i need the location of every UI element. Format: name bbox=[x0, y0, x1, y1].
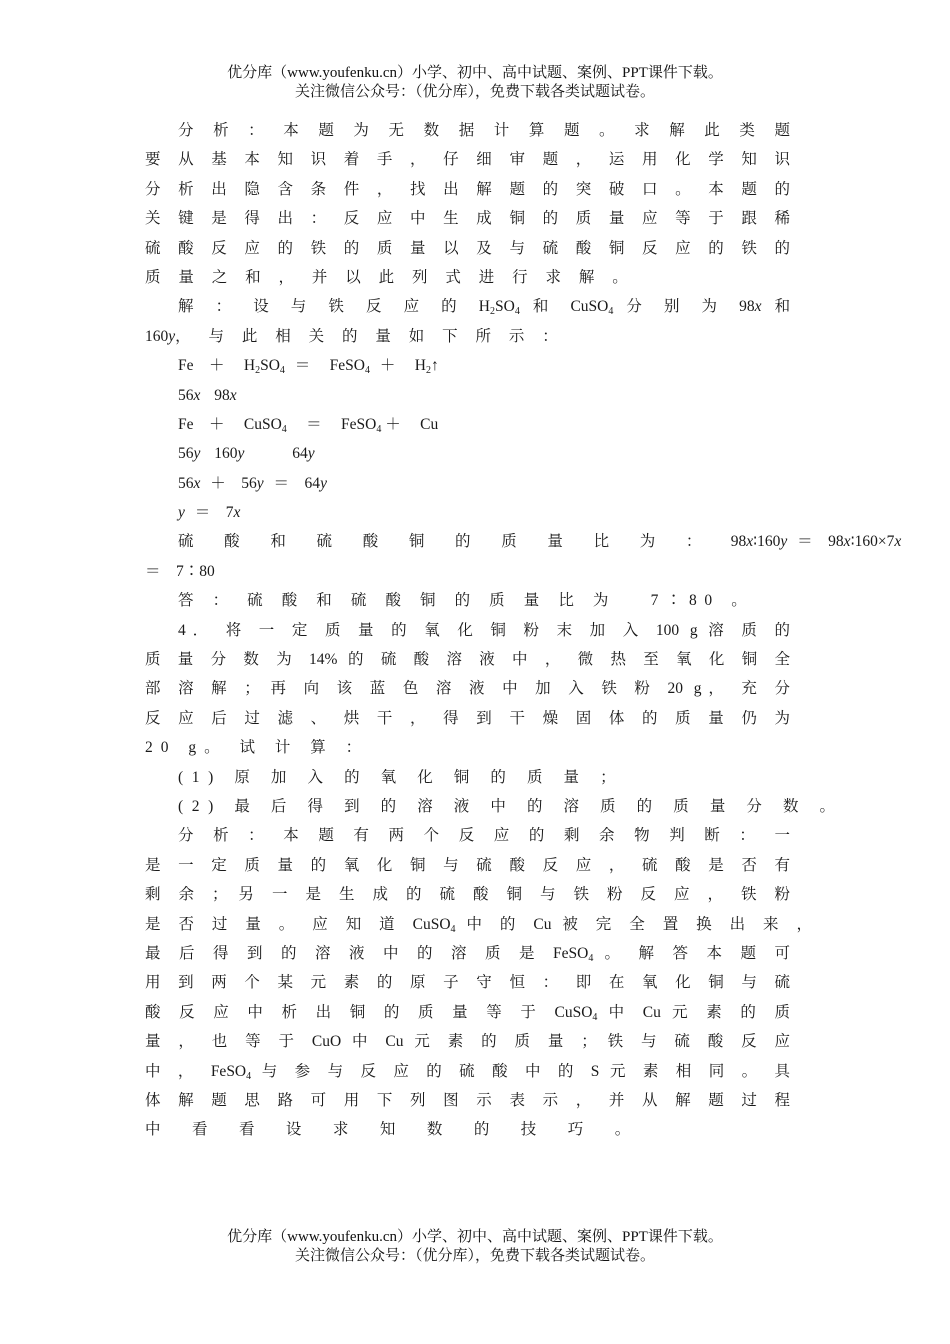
question-4-line-4: 反 应 后 过 滤 、 烘 干 ， 得 到 干 燥 固 体 的 质 量 仍 为 bbox=[145, 709, 790, 727]
equation-1: Fe ＋ $H_2SO_4$ ＝ FeSO$_4$ ＋ $H_2↑$ bbox=[178, 357, 439, 377]
footer-line-2: 关注微信公众号：（优分库），免费下载各类试题试卷。 bbox=[294, 1248, 655, 1264]
q4-analysis-line-9: 中 ， FeSO$_4$ 与 参 与 反 应 的 硫 酸 中 的 S 元 素 相 同 。 具 bbox=[145, 1062, 791, 1082]
equation-2-masses: 56y 160y 64y bbox=[178, 445, 315, 463]
q4-analysis-line-8: 量 ， 也 等 于 CuO 中 Cu 元 素 的 质 量 ； 铁 与 硫 酸 反 应 bbox=[145, 1033, 790, 1051]
ratio-line-1: 硫 酸 和 硫 酸 铜 的 质 量 比 为 ： 98x∶160y ＝ 98x∶160×7x bbox=[178, 533, 902, 551]
q4-analysis-line-4: 是 否 过 量 。 应 知 道 CuSO$_4$ 中 的 Cu 被 完 全 置 换 出 来 ， bbox=[145, 915, 813, 935]
ratio-line-2: ＝ 7∶80 bbox=[145, 562, 215, 580]
header-line-2: 关注微信公众号：（优分库），免费下载各类试题试卷。 bbox=[294, 84, 655, 100]
equation-2: Fe ＋ CuSO$_4$ ＝ FeSO$_4$ ＋ Cu bbox=[178, 415, 439, 435]
equation-1-masses: 56x 98x bbox=[178, 386, 237, 404]
page-header bbox=[0, 64, 950, 102]
q4-analysis-line-5: 最 后 得 到 的 溶 液 中 的 溶 质 是 FeSO$_4$ 。 解 答 本 题 可 bbox=[145, 944, 790, 964]
equation-sum: 56x ＋ 56y ＝ 64y bbox=[178, 474, 327, 492]
document-body bbox=[145, 116, 902, 1145]
question-4-part-1: (1) 原 加 入 的 氧 化 铜 的 质 量 ； bbox=[178, 768, 625, 786]
question-4-line-1: 4． 将 一 定 质 量 的 氧 化 铜 粉 末 加 入 100 g 溶 质 的 bbox=[178, 621, 790, 639]
analysis-line-1: 分 析 ： 本 题 为 无 数 据 计 算 题 。 求 解 此 类 题 bbox=[178, 122, 790, 139]
analysis-line-4: 关 键 是 得 出 ： 反 应 中 生 成 铜 的 质 量 应 等 于 跟 稀 bbox=[145, 210, 790, 228]
answer-line: 答 ： 硫 酸 和 硫 酸 铜 的 质 量 比 为 7∶80 。 bbox=[178, 592, 755, 610]
question-4-line-2: 质 量 分 数 为 14% 的 硫 酸 溶 液 中 ， 微 热 至 氧 化 铜 全 bbox=[145, 651, 790, 669]
q4-analysis-line-3: 剩 余 ； 另 一 是 生 成 的 硫 酸 铜 与 铁 粉 反 应 ， 铁 粉 bbox=[145, 886, 790, 904]
q4-analysis-line-2: 是 一 定 质 量 的 氧 化 铜 与 硫 酸 反 应 ， 硫 酸 是 否 有 bbox=[145, 856, 790, 874]
q4-analysis-line-6: 用 到 两 个 某 元 素 的 原 子 守 恒 ： 即 在 氧 化 铜 与 硫 bbox=[145, 974, 790, 992]
q4-analysis-line-11: 中 看 看 设 求 知 数 的 技 巧 。 bbox=[145, 1121, 645, 1139]
question-4-line-3: 部 溶 解 ； 再 向 该 蓝 色 溶 液 中 加 入 铁 粉 20 g， 充 分 bbox=[145, 680, 790, 698]
solution-line-2: 160y， 与 此 相 关 的 量 如 下 所 示 ： bbox=[145, 327, 565, 345]
analysis-line-6: 质 量 之 和 ， 并 以 此 列 式 进 行 求 解 。 bbox=[145, 268, 635, 286]
analysis-line-3: 分 析 出 隐 含 条 件 ， 找 出 解 题 的 突 破 口 。 本 题 的 bbox=[145, 180, 790, 198]
analysis-line-5: 硫 酸 反 应 的 铁 的 质 量 以 及 与 硫 酸 铜 反 应 的 铁 的 bbox=[145, 239, 790, 257]
question-4-line-5: 20 g。 试 计 算 ： bbox=[145, 739, 370, 757]
page-footer bbox=[0, 1228, 950, 1266]
q4-analysis-line-7: 酸 反 应 中 析 出 铜 的 质 量 等 于 CuSO$_4$ 中 Cu 元 素 的 质 bbox=[145, 1003, 790, 1023]
q4-analysis-line-1: 分 析 ： 本 题 有 两 个 反 应 的 剩 余 物 判 断 ： 一 bbox=[178, 827, 790, 845]
q4-analysis-line-10: 体 解 题 思 路 可 用 下 列 图 示 表 示 ， 并 从 解 题 过 程 bbox=[145, 1091, 790, 1109]
analysis-line-2: 要 从 基 本 知 识 着 手 ， 仔 细 审 题 ， 运 用 化 学 知 识 bbox=[145, 151, 790, 169]
header-line-1: 优分库（www.youfenku.cn）小学、初中、高中试题、案例、PPT课件下载。 bbox=[227, 65, 723, 81]
equation-result: y ＝ 7x bbox=[178, 504, 241, 522]
footer-line-1: 优分库（www.youfenku.cn）小学、初中、高中试题、案例、PPT课件下载。 bbox=[227, 1229, 723, 1245]
solution-line-1: 解 ： 设 与 铁 反 应 的 $H_2SO_4$ 和 CuSO$_4$ 分 别 为 98x 和 bbox=[178, 298, 791, 318]
question-4-part-2: (2) 最 后 得 到 的 溶 液 中 的 溶 质 的 质 量 分 数 。 bbox=[178, 797, 844, 815]
